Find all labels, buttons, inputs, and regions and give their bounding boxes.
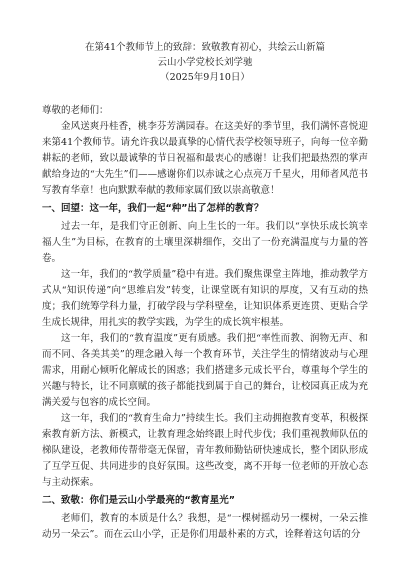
intro-paragraph: 金风送爽丹桂香，桃李芬芳满园春。在这美好的季节里，我们满怀喜悦迎来第41个教师节。请允许我以最真挚的心情代表学校领导班子，向每一位辛勤耕耘的老师，致以最诚挚的节日祝福和最衷心的感谢！让我们把最热烈的掌声献给身边的“大先生”们——感谢你们以赤诚之心点亮万千星火，用师者风范书写教育华章！也向默默奉献的教师家属们致以崇高敬意！ (42, 121, 368, 196)
body-paragraph: 这一年，我们的“教育温度”更有质感。我们把“率性而教、润物无声、和而不同、各美其美”的理念融入每一个教育环节，关注学生的情绪波动与心理需求，用耐心倾听化解成长的困惑；我们搭建多元成长平台，尊重每个学生的兴趣与特长，让不同禀赋的孩子都能找到属于自己的舞台，让校园真正成为充满关爱与包容的成长空间。 (42, 333, 368, 408)
body-paragraph: 老师们，教育的本质是什么？我想，是“一棵树摇动另一棵树，一朵云推动另一朵云”。而在云山小学，正是你们用最朴素的方式，诠释着这句话的分 (42, 513, 368, 540)
document-date: （2025年9月10日） (160, 72, 250, 83)
document-title: 在第41个教师节上的致辞：致敬教育初心，共绘云山新篇 (84, 42, 326, 53)
section-heading-review: 一、回望：这一年，我们一起“种”出了怎样的教育？ (42, 203, 264, 214)
salutation: 尊敬的老师们： (42, 105, 109, 116)
body-paragraph: 过去一年，是我们守正创新、向上生长的一年。我们以“享快乐成长筑幸福人生”为目标，在教育的土壤里深耕细作，交出了一份充满温度与力量的答卷。 (42, 221, 368, 264)
document-author: 云山小学党校长刘学驰 (157, 57, 253, 68)
body-paragraph: 这一年，我们的“教学质量”稳中有进。我们聚焦课堂主阵地，推动教学方式从“知识传递”向“思维启发”转变，让课堂既有知识的厚度，又有互动的热度；我们统筹学科力量，打破学段与学科壁垒，让知识体系更连贯、更贴合学生成长规律，用扎实的教学实践，为学生的成长筑牢根基。 (42, 269, 368, 328)
document-header (42, 40, 368, 85)
section-heading-tribute: 二、致敬：你们是云山小学最亮的“教育星光” (42, 495, 235, 506)
body-paragraph: 这一年，我们的“教育生命力”持续生长。我们主动拥抱教育变革，积极探索教育新方法、新模式，让教育理念始终跟上时代步伐；我们重视教师队伍的梯队建设，老教师传帮带毫无保留，青年教师勤钻研快速成长，整个团队形成了互学互促、共同进步的良好氛围。这些改变，离不开每一位老师的开放心态与主动探索。 (42, 413, 368, 488)
